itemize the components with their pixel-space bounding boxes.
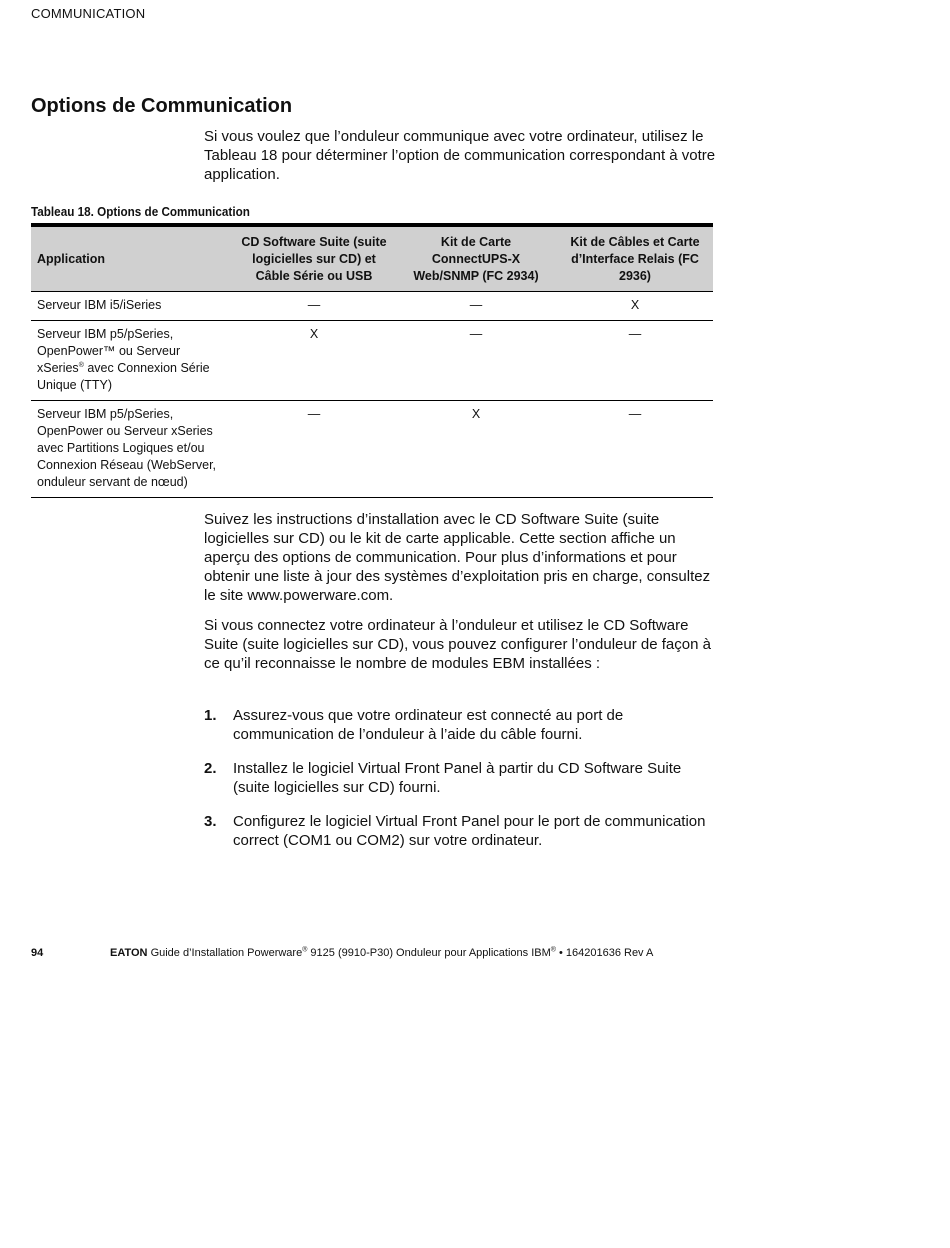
- registered-mark: ®: [78, 361, 84, 369]
- application-cell: [31, 321, 233, 401]
- connectups-cell: X: [395, 401, 557, 498]
- relay-cell: X: [557, 292, 713, 321]
- document-number: • 164201636 Rev A: [555, 947, 654, 959]
- page-number: 94: [31, 947, 44, 959]
- running-head: COMMUNICATION: [31, 6, 146, 21]
- table-row: [31, 401, 713, 498]
- steps-list: [204, 706, 716, 865]
- application-text: avec Connexion Série Unique (TTY): [37, 361, 210, 392]
- connectups-cell: —: [395, 321, 557, 401]
- step-number: 3.: [204, 813, 217, 830]
- installation-paragraph: Suivez les instructions d’installation avec le CD Software Suite (suite logicielles sur CD) ou le kit de carte applicable. Cette section affiche un aperçu des options de communication. Pour plus d’informations et pour obtenir une liste à jour des systèmes d’exploitation pris en charge, consultez le site www.powerware.com.: [204, 511, 711, 604]
- step-number: 2.: [204, 760, 217, 777]
- cd-software-cell: —: [233, 292, 395, 321]
- guide-title: 9125 (9910-P30) Onduleur pour Applications IBM: [307, 947, 551, 959]
- table-row: [31, 292, 713, 321]
- relay-cell: —: [557, 321, 713, 401]
- footer-text: [110, 947, 653, 959]
- step-number: 1.: [204, 707, 217, 724]
- brand-name: EATON: [110, 947, 148, 959]
- table-header-row: [31, 225, 713, 292]
- step-text: Assurez-vous que votre ordinateur est connecté au port de communication de l’onduleur à l’aide du câble fourni.: [233, 707, 624, 743]
- list-item: [204, 759, 716, 797]
- communication-options-table: [31, 223, 713, 498]
- cd-software-cell: X: [233, 321, 395, 401]
- application-text: Serveur IBM p5/pSeries, OpenPower™ ou Serveur xSeries: [37, 327, 181, 375]
- list-item: [204, 812, 716, 850]
- cd-software-cell: —: [233, 401, 395, 498]
- guide-title: Guide d’Installation Powerware: [150, 947, 303, 959]
- application-cell: Serveur IBM i5/iSeries: [31, 292, 233, 321]
- step-text: Configurez le logiciel Virtual Front Panel pour le port de communication correct (COM1 ou COM2) sur votre ordinateur.: [233, 813, 706, 849]
- section-title: Options de Communication: [31, 95, 293, 117]
- application-cell: Serveur IBM p5/pSeries, OpenPower ou Serveur xSeries avec Partitions Logiques et/ou Connexion Réseau (WebServer, onduleur servant de nœud): [31, 401, 233, 498]
- list-item: [204, 706, 716, 744]
- table-row: [31, 321, 713, 401]
- header-cd-software-suite: CD Software Suite (suite logicielles sur CD) et Câble Série ou USB: [233, 225, 395, 292]
- connectups-cell: —: [395, 292, 557, 321]
- intro-paragraph: Si vous voulez que l’onduleur communique avec votre ordinateur, utilisez le Tableau 18 pour déterminer l’option de communication correspondant à votre application.: [204, 128, 716, 183]
- header-application: Application: [31, 225, 233, 292]
- table-caption: Tableau 18. Options de Communication: [31, 204, 250, 219]
- header-connectups-kit: Kit de Carte ConnectUPS-X Web/SNMP (FC 2934): [395, 225, 557, 292]
- configuration-paragraph: Si vous connectez votre ordinateur à l’onduleur et utilisez le CD Software Suite (suite logicielles sur CD), vous pouvez configurer l’onduleur de façon à ce qu’il reconnaisse le nombre de modules EBM installées :: [204, 617, 711, 672]
- step-text: Installez le logiciel Virtual Front Panel à partir du CD Software Suite (suite logicielles sur CD) fourni.: [233, 760, 682, 796]
- relay-cell: —: [557, 401, 713, 498]
- registered-mark: ®: [302, 946, 308, 954]
- registered-mark: ®: [550, 946, 556, 954]
- header-relay-interface-kit: Kit de Câbles et Carte d’Interface Relais (FC 2936): [557, 225, 713, 292]
